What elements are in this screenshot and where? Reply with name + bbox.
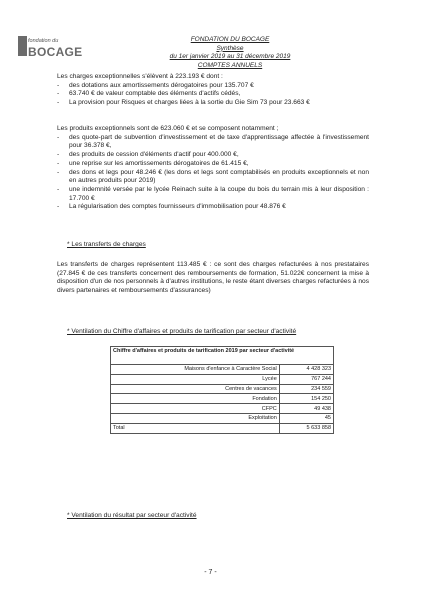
table-cell-value: 154 250 xyxy=(279,394,333,404)
produits-intro: Les produits exceptionnels sont de 623.060 € et se composent notamment ; xyxy=(57,125,279,132)
table-cell-value: 45 xyxy=(279,413,333,423)
table-cell-value: 767 244 xyxy=(279,374,333,384)
table-row xyxy=(111,384,334,394)
table-total-label: Total xyxy=(111,423,280,433)
table-total-row xyxy=(111,423,334,433)
charges-section xyxy=(57,73,369,108)
header-period: du 1er janvier 2019 au 31 décembre 2019 xyxy=(169,53,291,61)
ventilation-ca-title: * Ventilation du Chiffre d'affaires et produits de tarification par secteur d'activité xyxy=(67,328,297,335)
list-item: - une reprise sur les amortissements dérogatoires de 61.415 €, xyxy=(57,160,369,169)
table-total-value: 5 633 858 xyxy=(279,423,333,433)
table-row xyxy=(111,374,334,384)
table-cell-label: Maisons d'enfance à Caractère Social xyxy=(111,365,280,375)
list-item: - La régularisation des comptes fournisseurs d'immobilisation pour 48.876 € xyxy=(57,203,369,212)
charges-intro: Les charges exceptionnelles s'élèvent à 223.193 € dont : xyxy=(57,73,223,80)
table-row xyxy=(111,394,334,404)
table-cell-label: Centres de vacances xyxy=(111,384,280,394)
page-header xyxy=(100,36,360,70)
ca-table xyxy=(110,346,334,434)
table-cell-value: 49 438 xyxy=(279,404,333,414)
transferts-paragraph: Les transferts de charges représentent 113.485 € : ce sont des charges refacturées à nos prestataires (27.845 € de ces transferts concernent des remboursements de formation, 51.022€ concernent la mise à disposition d'un de nos personnels à d'autres institutions, le reste étant diverses charges refacturées à nos divers partenaires et remboursements d'assurances) xyxy=(57,261,369,295)
logo-mark xyxy=(18,36,27,56)
table-cell-value: 4 428 323 xyxy=(279,365,333,375)
table-row xyxy=(111,365,334,375)
list-item: - des dotations aux amortissements dérogatoires pour 135.707 € xyxy=(57,82,369,91)
logo-big-text: BOCAGE xyxy=(28,45,83,59)
ca-table-container xyxy=(110,346,334,434)
table-cell-label: Exploitation xyxy=(111,413,280,423)
ca-table-header: Chiffre d'affaires et produits de tarification 2019 par secteur d'activité xyxy=(111,347,334,365)
list-item: - des quote-part de subvention d'investissement et de taxe d'apprentissage affectée à l'investissement pour 36.378 €, xyxy=(57,134,369,151)
produits-section xyxy=(57,125,369,212)
table-cell-label: Fondation xyxy=(111,394,280,404)
table-cell-value: 234 559 xyxy=(279,384,333,394)
list-item: - une indemnité versée par le lycée Reinach suite à la coupe du bois du terrain mis à leur disposition : 17.700 € xyxy=(57,186,369,203)
header-foundation: FONDATION DU BOCAGE xyxy=(190,36,270,43)
table-row xyxy=(111,404,334,414)
logo xyxy=(18,36,83,66)
page-number: - 7 - xyxy=(204,569,217,576)
list-item: - des dons et legs pour 48.246 € (les dons et legs sont comptabilisés en produits exceptionnels et non en autres produits pour 2019) xyxy=(57,169,369,186)
transferts-title: * Les transferts de charges xyxy=(67,241,146,248)
list-item: - La provision pour Risques et charges liées à la sortie du Gie Sim 73 pour 23.663 € xyxy=(57,99,369,108)
list-item: - 63.740 € de valeur comptable des éléments d'actifs cédés, xyxy=(57,90,369,99)
table-cell-label: CFPC xyxy=(111,404,280,414)
ventilation-resultat-title: * Ventilation du résultat par secteur d'activité xyxy=(67,512,197,519)
table-row xyxy=(111,413,334,423)
header-accounts: COMPTES ANNUELS xyxy=(197,61,263,69)
table-cell-label: Lycée xyxy=(111,374,280,384)
list-item: - des produits de cession d'éléments d'actif pour 400.000 €, xyxy=(57,151,369,160)
logo-small-text: fondation du xyxy=(28,38,59,44)
header-synthesis: Synthèse xyxy=(216,44,244,52)
